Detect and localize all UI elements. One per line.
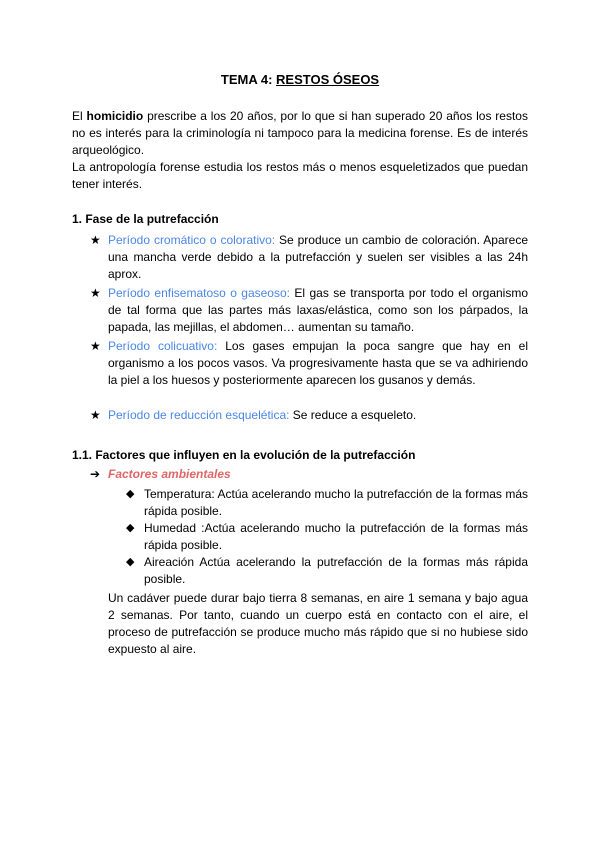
intro-paragraph-1 [72, 108, 528, 159]
page-title [0, 72, 600, 87]
star-icon: ★ [90, 408, 101, 422]
title-prefix: TEMA 4: [220, 72, 277, 87]
star-icon: ★ [90, 286, 101, 300]
sub-item-text: Aireación Actúa acelerando la putrefacción de la formas más rápida posible. [144, 555, 528, 586]
intro-paragraph-2: La antropología forense estudia los restos más o menos esqueletizados que puedan tener interés. [72, 160, 528, 191]
diamond-icon: ◆ [126, 488, 135, 500]
diamond-icon: ◆ [126, 522, 135, 534]
item-text: Los gases empujan la poca sangre que hay en el organismo a los pocos vasos. Va progresivamente hasta que se va adhiriendo la piel a los huesos y posteriormente aparecen los gusanos y demás. [108, 339, 528, 387]
item-term: Período enfisematoso o gaseoso: [108, 286, 290, 300]
item-term: Período cromático o colorativo: [108, 233, 276, 247]
item-text: Se produce un cambio de coloración. Aparece una mancha verde debido a la putrefacción y suelen ser visibles a las 24h aprox. [108, 233, 528, 281]
section11-heading: 1.1. Factores que influyen en la evolución de la putrefacción [72, 448, 416, 462]
intro-p1-bold: homicidio [86, 109, 144, 123]
item-term: Período colicuativo: [108, 339, 218, 353]
diamond-icon: ◆ [126, 556, 135, 568]
item-text: Se reduce a esqueleto. [289, 408, 417, 422]
intro-p1-before: El [72, 109, 87, 123]
star-icon: ★ [90, 339, 101, 353]
section1-heading: 1. Fase de la putrefacción [72, 212, 219, 226]
item-text: El gas se transporta por todo el organismo de tal forma que las partes más laxas/elástica, como son los párpados, la papada, las mejillas, el abdomen… aumentan su tamaño. [108, 286, 529, 334]
factor-label: Factores ambientales [108, 467, 231, 481]
star-icon: ★ [90, 233, 101, 247]
sub-item-text: Humedad :Actúa acelerando mucho la putrefacción de la formas más rápida posible. [144, 521, 528, 552]
title-underlined: RESTOS ÓSEOS [276, 72, 380, 87]
intro-p1-after: prescribe a los 20 años, por lo que si han superado 20 años los restos no es interés para la criminología ni tampoco para la medicina forense. Es de interés arqueológico. [72, 109, 528, 157]
sub-item-text: Temperatura: Actúa acelerando mucho la putrefacción de la formas más rápida posible. [144, 487, 528, 518]
arrow-icon: ➔ [90, 467, 101, 481]
item-term: Período de reducción esquelética: [108, 408, 290, 422]
closing-paragraph: Un cadáver puede durar bajo tierra 8 semanas, en aire 1 semana y bajo agua 2 semanas. Por tanto, cuando un cuerpo está en contacto con el aire, el proceso de putrefacción se produce mucho más rápido que si no hubiese sido expuesto al aire. [108, 591, 528, 656]
